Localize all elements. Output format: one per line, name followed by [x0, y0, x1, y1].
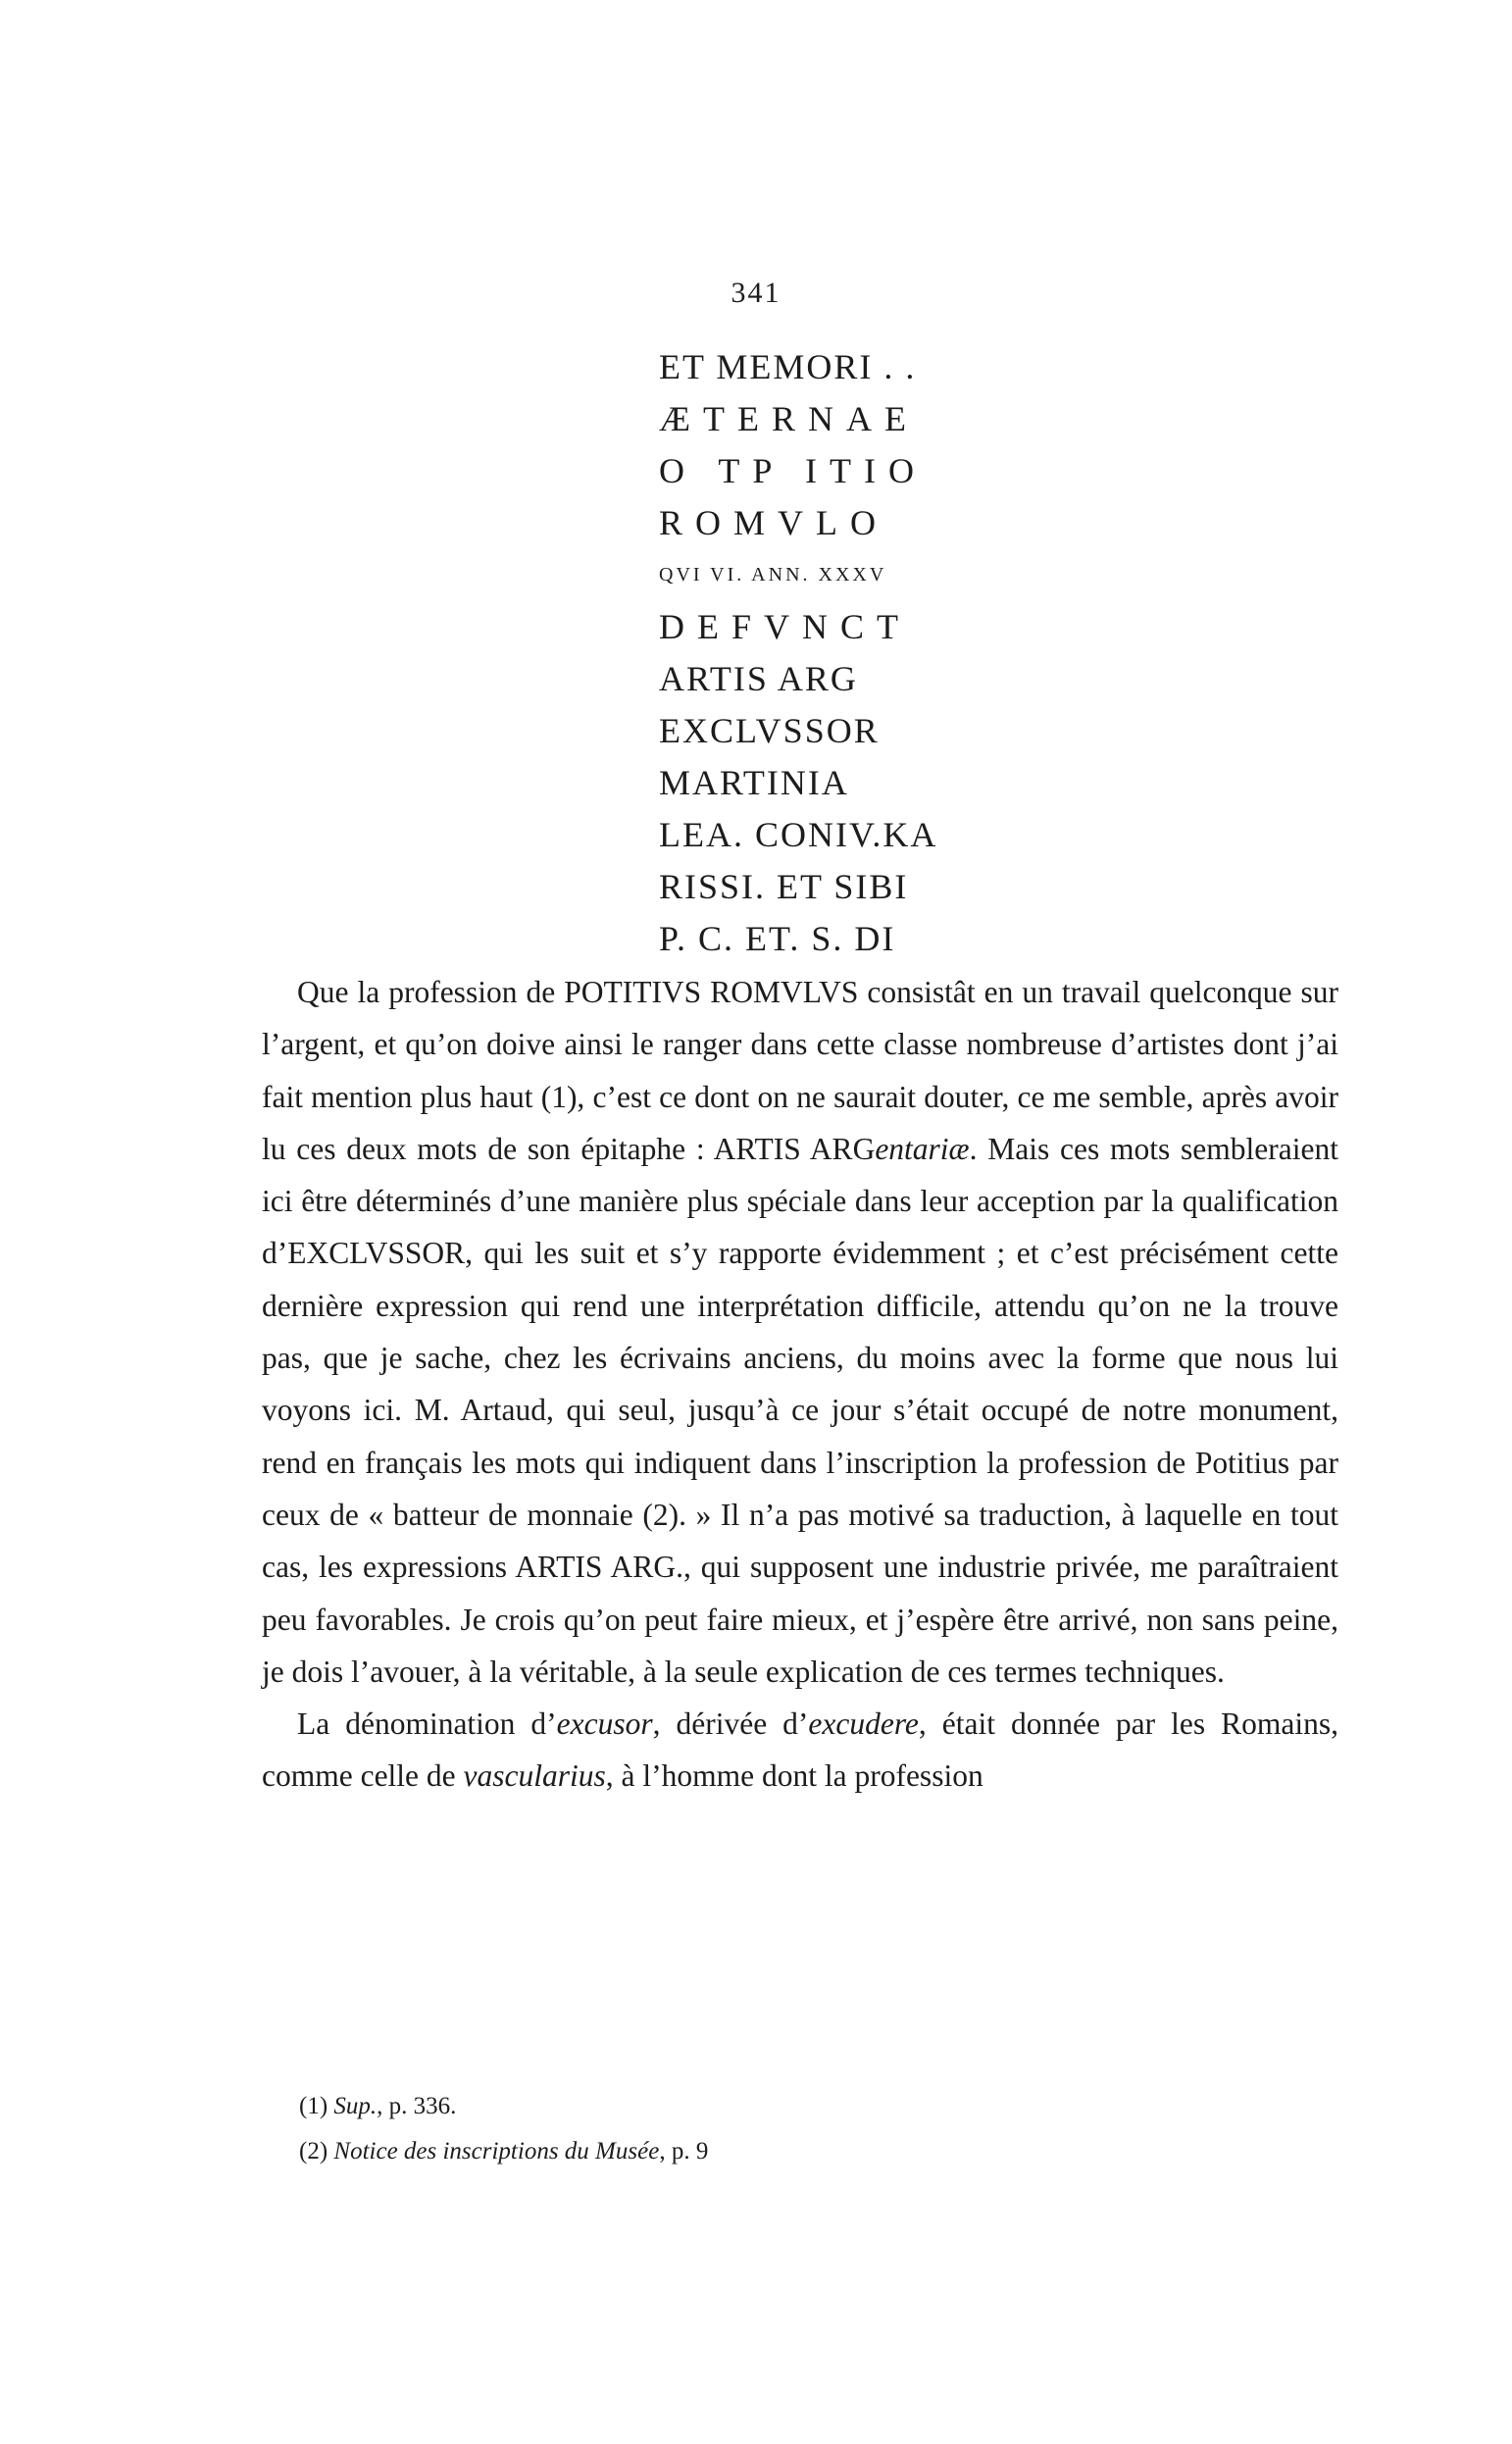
- footnote: [299, 2129, 1280, 2174]
- footnote-source: Sup.: [333, 2093, 378, 2119]
- main-text: [262, 966, 1338, 1803]
- inscription-line: ET MEMORI . .: [659, 347, 917, 386]
- inscription-line: QVI VI. ANN. XXXV: [659, 564, 887, 586]
- paragraph-text: , dérivée d’: [652, 1706, 809, 1742]
- footnote-page-ref: , p. 336.: [377, 2093, 457, 2119]
- paragraph: [262, 966, 1338, 1698]
- paragraph-text: , était donnée par les Romains, comme celle de: [262, 1706, 1338, 1794]
- inscription-line: DEFVNCT: [659, 607, 912, 646]
- inscription-line: ARTIS ARG: [659, 659, 858, 698]
- inscription-line: MARTINIA: [659, 763, 849, 802]
- paragraph-text: . Mais ces mots sembleraient ici être déterminés d’une manière plus spéciale dans leur acception par la qualification d’EXCLVSSOR, qui les suit et s’y rapporte évidemment ; et c’est précisément cette dernière expression qui rend une interprétation difficile, attendu qu’on ne la trouve pas, que je sache, chez les écrivains anciens, du moins avec la forme que nous lui voyons ici. M. Artaud, qui seul, jusqu’à ce jour s’était occupé de notre monument, rend en français les mots qui indiquent dans l’inscription la profession de Potitius par ceux de « batteur de monnaie (2). » Il n’a pas motivé sa traduction, à laquelle en tout cas, les expressions ARTIS ARG., qui supposent une industrie privée, me paraîtraient peu favorables. Je crois qu’on peut faire mieux, et j’espère être arrivé, non sans peine, je dois l’avouer, à la véritable, à la seule explication de ces termes techniques.: [262, 1131, 1338, 1689]
- inscription-line: ROMVLO: [659, 503, 889, 542]
- paragraph-text: , à l’homme dont la profession: [605, 1758, 983, 1794]
- inscription-line: ÆTERNAE: [659, 399, 919, 438]
- paragraph: [262, 1698, 1338, 1803]
- footnote-page-ref: , p. 9: [659, 2138, 709, 2164]
- paragraph-text: Que la profession de POTITIVS ROMVLVS consistât en un travail quelconque sur l’argent, et qu’on doive ainsi le ranger dans cette classe nombreuse d’artistes dont j’ai fait mention plus haut (1), c’est ce dont on ne saurait douter, ce me semble, après avoir lu ces deux mots de son épitaphe : ARTIS ARG: [262, 975, 1338, 1166]
- inscription-line: O TP ITIO: [659, 451, 927, 490]
- inscription-line: EXCLVSSOR: [659, 711, 880, 750]
- footnote-source: Notice des inscriptions du Musée: [333, 2138, 660, 2164]
- footnote-marker: (1): [299, 2093, 328, 2119]
- footnotes: [299, 2084, 1280, 2174]
- inscription-line: LEA. CONIV.KA: [659, 815, 938, 854]
- footnote: [299, 2084, 1280, 2129]
- footnote-marker: (2): [299, 2138, 328, 2164]
- page-number: 341: [731, 277, 781, 309]
- paragraph-text: La dénomination d’: [297, 1706, 557, 1742]
- italic-text: entariæ: [875, 1131, 970, 1166]
- italic-text: excusor: [556, 1706, 653, 1742]
- inscription-line: P. C. ET. S. DI: [659, 919, 896, 958]
- inscription-block: [659, 341, 1071, 965]
- italic-text: vascularius: [463, 1758, 606, 1794]
- italic-text: excudere: [808, 1706, 919, 1742]
- inscription-line: RISSI. ET SIBI: [659, 867, 909, 906]
